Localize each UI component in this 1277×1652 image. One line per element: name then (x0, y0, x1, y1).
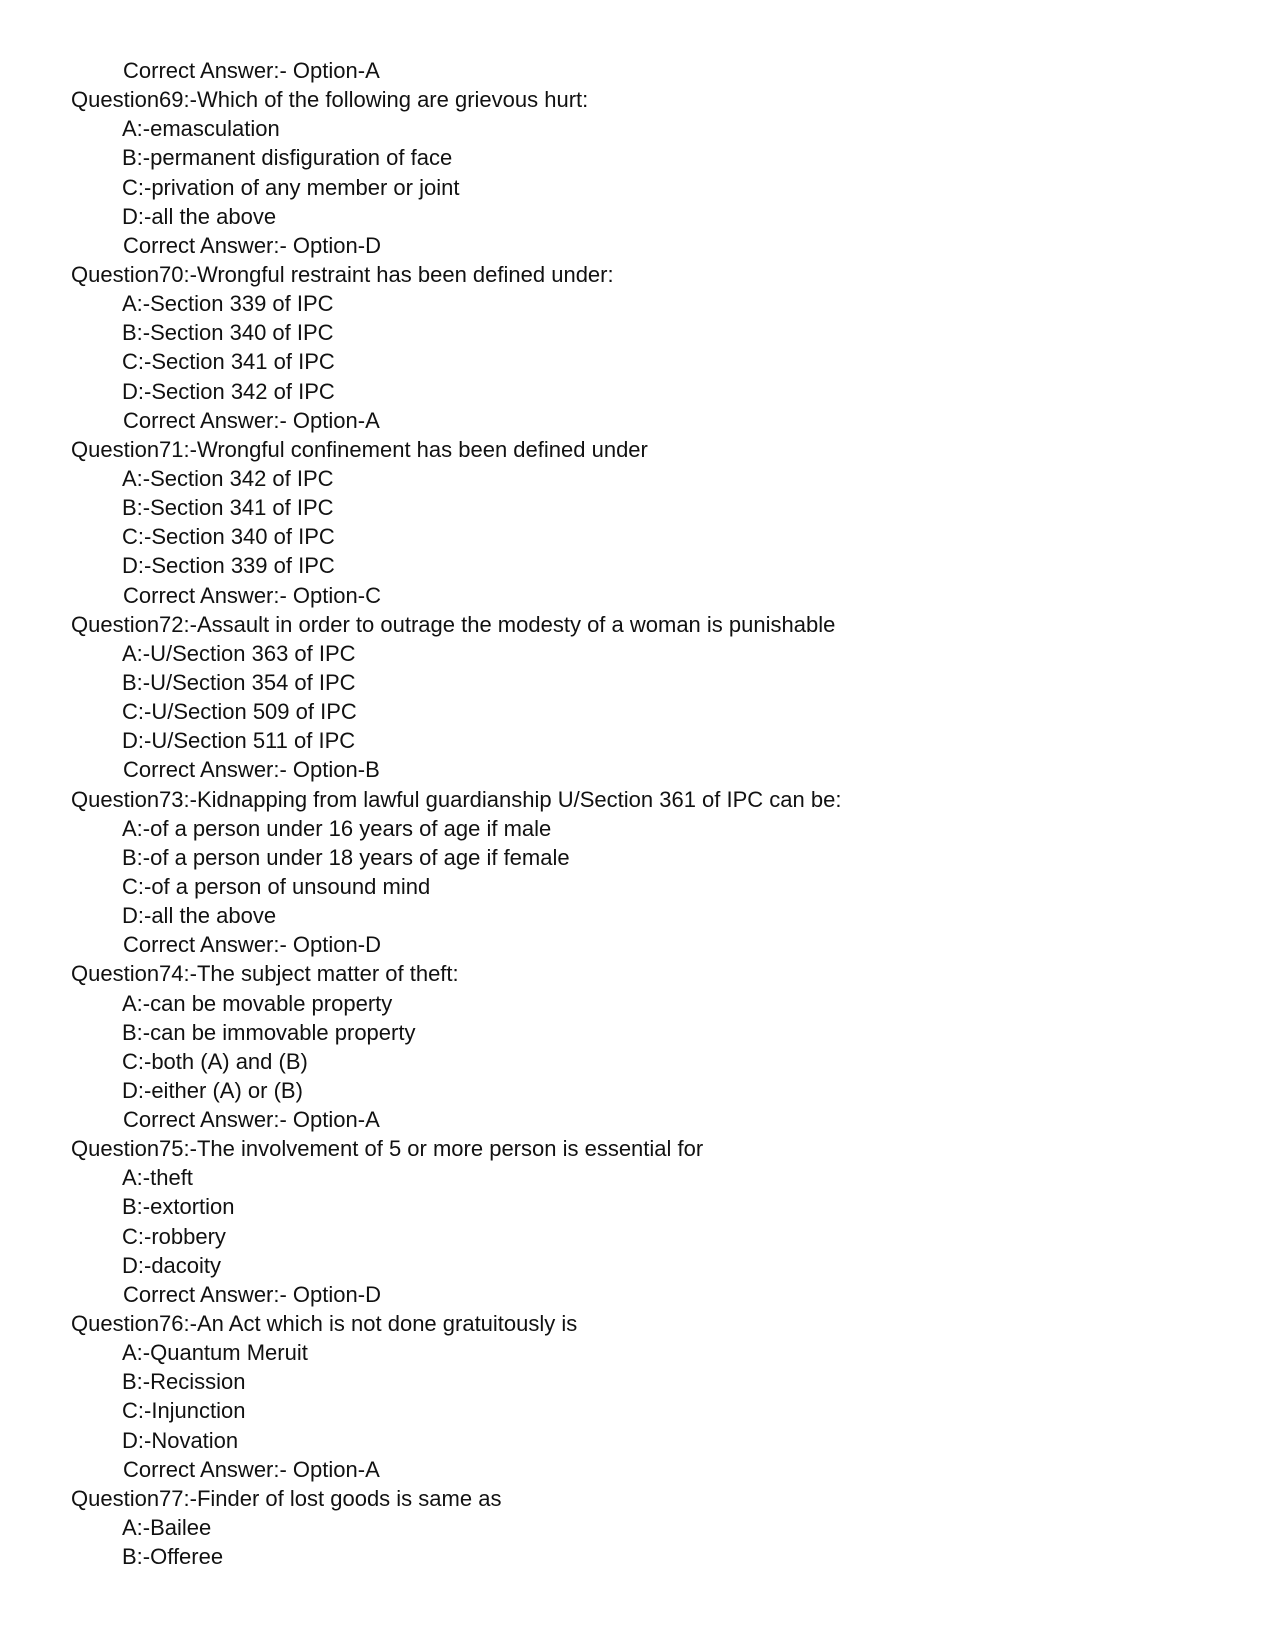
correct-answer: Correct Answer:- Option-D (123, 232, 381, 258)
option-b: B:-can be immovable property (122, 1019, 416, 1045)
option-a: A:-of a person under 16 years of age if male (122, 815, 552, 841)
question-text: Question70:-Wrongful restraint has been defined under: (71, 261, 614, 287)
option-a: A:-theft (122, 1165, 193, 1191)
option-a: A:-Quantum Meruit (122, 1340, 308, 1366)
option-b: B:-extortion (122, 1194, 235, 1220)
option-d: D:-Novation (122, 1427, 239, 1453)
option-c: C:-of a person of unsound mind (122, 873, 431, 899)
option-c: C:-robbery (122, 1223, 226, 1249)
correct-answer: Correct Answer:- Option-D (123, 932, 381, 958)
correct-answer: Correct Answer:- Option-A (123, 1456, 380, 1482)
option-c: C:-Section 341 of IPC (122, 349, 335, 375)
option-d: D:-all the above (122, 203, 277, 229)
correct-answer-q68: Correct Answer:- Option-A (123, 58, 380, 83)
correct-answer: Correct Answer:- Option-A (123, 1107, 380, 1133)
option-d: D:-all the above (122, 903, 277, 929)
option-d: D:-dacoity (122, 1252, 222, 1278)
question-block-72 (0, 610, 1277, 785)
question-text: Question72:-Assault in order to outrage the modesty of a woman is punishable (71, 611, 836, 637)
option-a: A:-Section 342 of IPC (122, 465, 334, 491)
option-a: A:-Section 339 of IPC (122, 291, 334, 317)
correct-answer: Correct Answer:- Option-C (123, 582, 381, 608)
option-a: A:-emasculation (122, 116, 280, 142)
option-d: D:-either (A) or (B) (122, 1077, 303, 1103)
question-text: Question77:-Finder of lost goods is same as (71, 1485, 502, 1511)
option-b: B:-Section 341 of IPC (122, 495, 334, 521)
option-c: C:-privation of any member or joint (122, 174, 460, 200)
question-block-75 (0, 1134, 1277, 1309)
option-b: B:-of a person under 18 years of age if female (122, 844, 570, 870)
option-a: A:-U/Section 363 of IPC (122, 640, 356, 666)
question-text: Question69:-Which of the following are grievous hurt: (71, 87, 589, 113)
correct-answer: Correct Answer:- Option-A (123, 407, 380, 433)
option-a: A:-Bailee (122, 1515, 212, 1541)
question-block-71 (0, 435, 1277, 610)
option-c: C:-both (A) and (B) (122, 1048, 308, 1074)
question-text: Question76:-An Act which is not done gratuitously is (71, 1311, 578, 1337)
option-c: C:-Section 340 of IPC (122, 524, 335, 550)
question-block-76 (0, 1309, 1277, 1484)
option-d: D:-Section 342 of IPC (122, 378, 335, 404)
question-block-74 (0, 959, 1277, 1134)
question-block-73 (0, 785, 1277, 960)
question-block-70 (0, 260, 1277, 435)
option-c: C:-Injunction (122, 1398, 246, 1424)
option-b: B:-Recission (122, 1369, 246, 1395)
option-d: D:-U/Section 511 of IPC (122, 728, 356, 754)
option-c: C:-U/Section 509 of IPC (122, 699, 357, 725)
option-d: D:-Section 339 of IPC (122, 553, 335, 579)
option-b: B:-Offeree (122, 1544, 224, 1570)
option-b: B:-permanent disfiguration of face (122, 145, 453, 171)
question-block-69 (0, 85, 1277, 260)
question-text: Question71:-Wrongful confinement has been defined under (71, 436, 648, 462)
correct-answer: Correct Answer:- Option-B (123, 757, 380, 783)
option-b: B:-Section 340 of IPC (122, 320, 334, 346)
option-b: B:-U/Section 354 of IPC (122, 669, 356, 695)
option-a: A:-can be movable property (122, 990, 393, 1016)
question-text: Question74:-The subject matter of theft: (71, 961, 459, 987)
question-text: Question75:-The involvement of 5 or more person is essential for (71, 1136, 704, 1162)
question-text: Question73:-Kidnapping from lawful guardianship U/Section 361 of IPC can be: (71, 786, 842, 812)
question-paper-page (0, 56, 1277, 1571)
correct-answer: Correct Answer:- Option-D (123, 1281, 381, 1307)
question-block-77 (0, 1484, 1277, 1571)
